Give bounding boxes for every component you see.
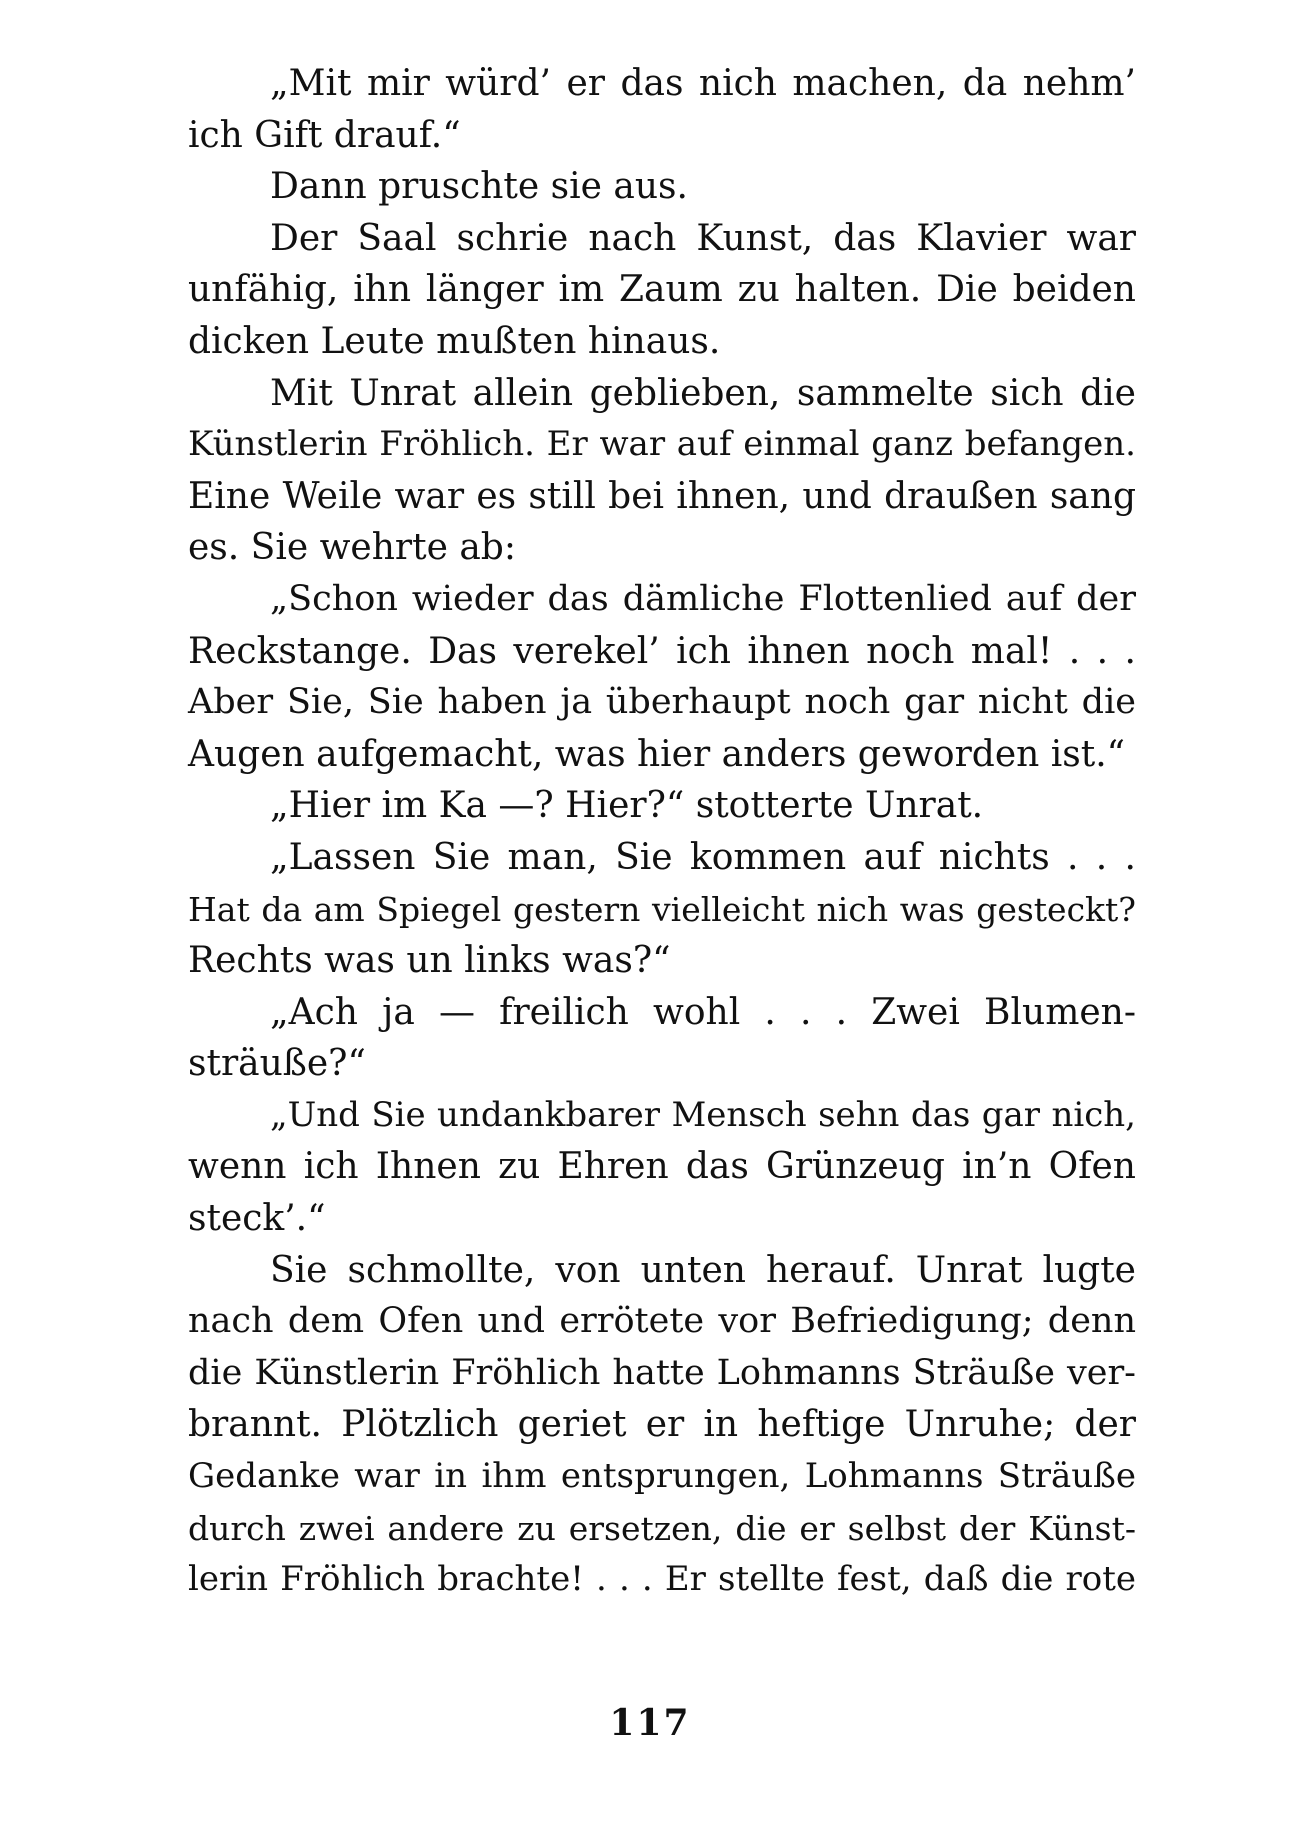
text-line: Der Saal schrie nach Kunst, das Klavier war: [270, 217, 1136, 259]
text-line: wenn ich Ihnen zu Ehren das Grünzeug in’n Ofen: [188, 1146, 1136, 1188]
text-line: Sie schmollte, von unten herauf. Unrat lugte: [270, 1249, 1136, 1291]
text-line: Augen aufgemacht, was hier anders geworden ist.“: [188, 733, 1126, 775]
text-line: „Schon wieder das dämliche Flottenlied auf der: [270, 578, 1136, 619]
text-line: es. Sie wehrte ab:: [188, 527, 516, 569]
text-line: Mit Unrat allein geblieben, sammelte sich die: [270, 372, 1136, 414]
text-line: steck’.“: [188, 1198, 326, 1240]
text-line: durch zwei andere zu ersetzen, die er selbst der Künst-: [188, 1508, 1136, 1548]
text-line: die Künstlerin Fröhlich hatte Lohmanns Sträuße ver-: [188, 1352, 1136, 1393]
page-number: 117: [609, 1702, 691, 1744]
text-line: Eine Weile war es still bei ihnen, und draußen sang: [188, 475, 1136, 517]
text-line: nach dem Ofen und errötete vor Befriedigung; denn: [188, 1301, 1136, 1342]
text-line: Künstlerin Fröhlich. Er war auf einmal ganz befangen.: [188, 424, 1136, 465]
text-line: unfähig, ihn länger im Zaum zu halten. Die beiden: [188, 269, 1136, 311]
text-line: „Hier im Ka —? Hier?“ stotterte Unrat.: [270, 785, 984, 827]
text-line: Reckstange. Das verekel’ ich ihnen noch mal! . . .: [188, 630, 1136, 672]
text-line: Gedanke war in ihm entsprungen, Lohmanns Sträuße: [188, 1456, 1136, 1497]
body-text: [188, 58, 1136, 1606]
text-line: brannt. Plötzlich geriet er in heftige Unruhe; der: [188, 1404, 1136, 1446]
text-line: sträuße?“: [188, 1043, 366, 1085]
text-line: Dann pruschte sie aus.: [270, 166, 688, 208]
text-line: „Ach ja — freilich wohl . . . Zwei Blumen-: [270, 991, 1136, 1033]
text-line: „Und Sie undankbarer Mensch sehn das gar nich,: [270, 1094, 1136, 1135]
text-line: „Lassen Sie man, Sie kommen auf nichts . . .: [270, 836, 1136, 878]
text-line: ich Gift drauf.“: [188, 114, 461, 156]
text-line: Rechts was un links was?“: [188, 940, 671, 982]
text-line: Hat da am Spiegel gestern vielleicht nich was gesteckt?: [188, 889, 1136, 929]
text-line: dicken Leute mußten hinaus.: [188, 320, 721, 362]
text-line: lerin Fröhlich brachte! . . . Er stellte fest, daß die rote: [188, 1559, 1136, 1600]
text-line: „Mit mir würd’ er das nich machen, da nehm’: [270, 63, 1136, 104]
text-line: Aber Sie, Sie haben ja überhaupt noch gar nicht die: [188, 682, 1136, 723]
